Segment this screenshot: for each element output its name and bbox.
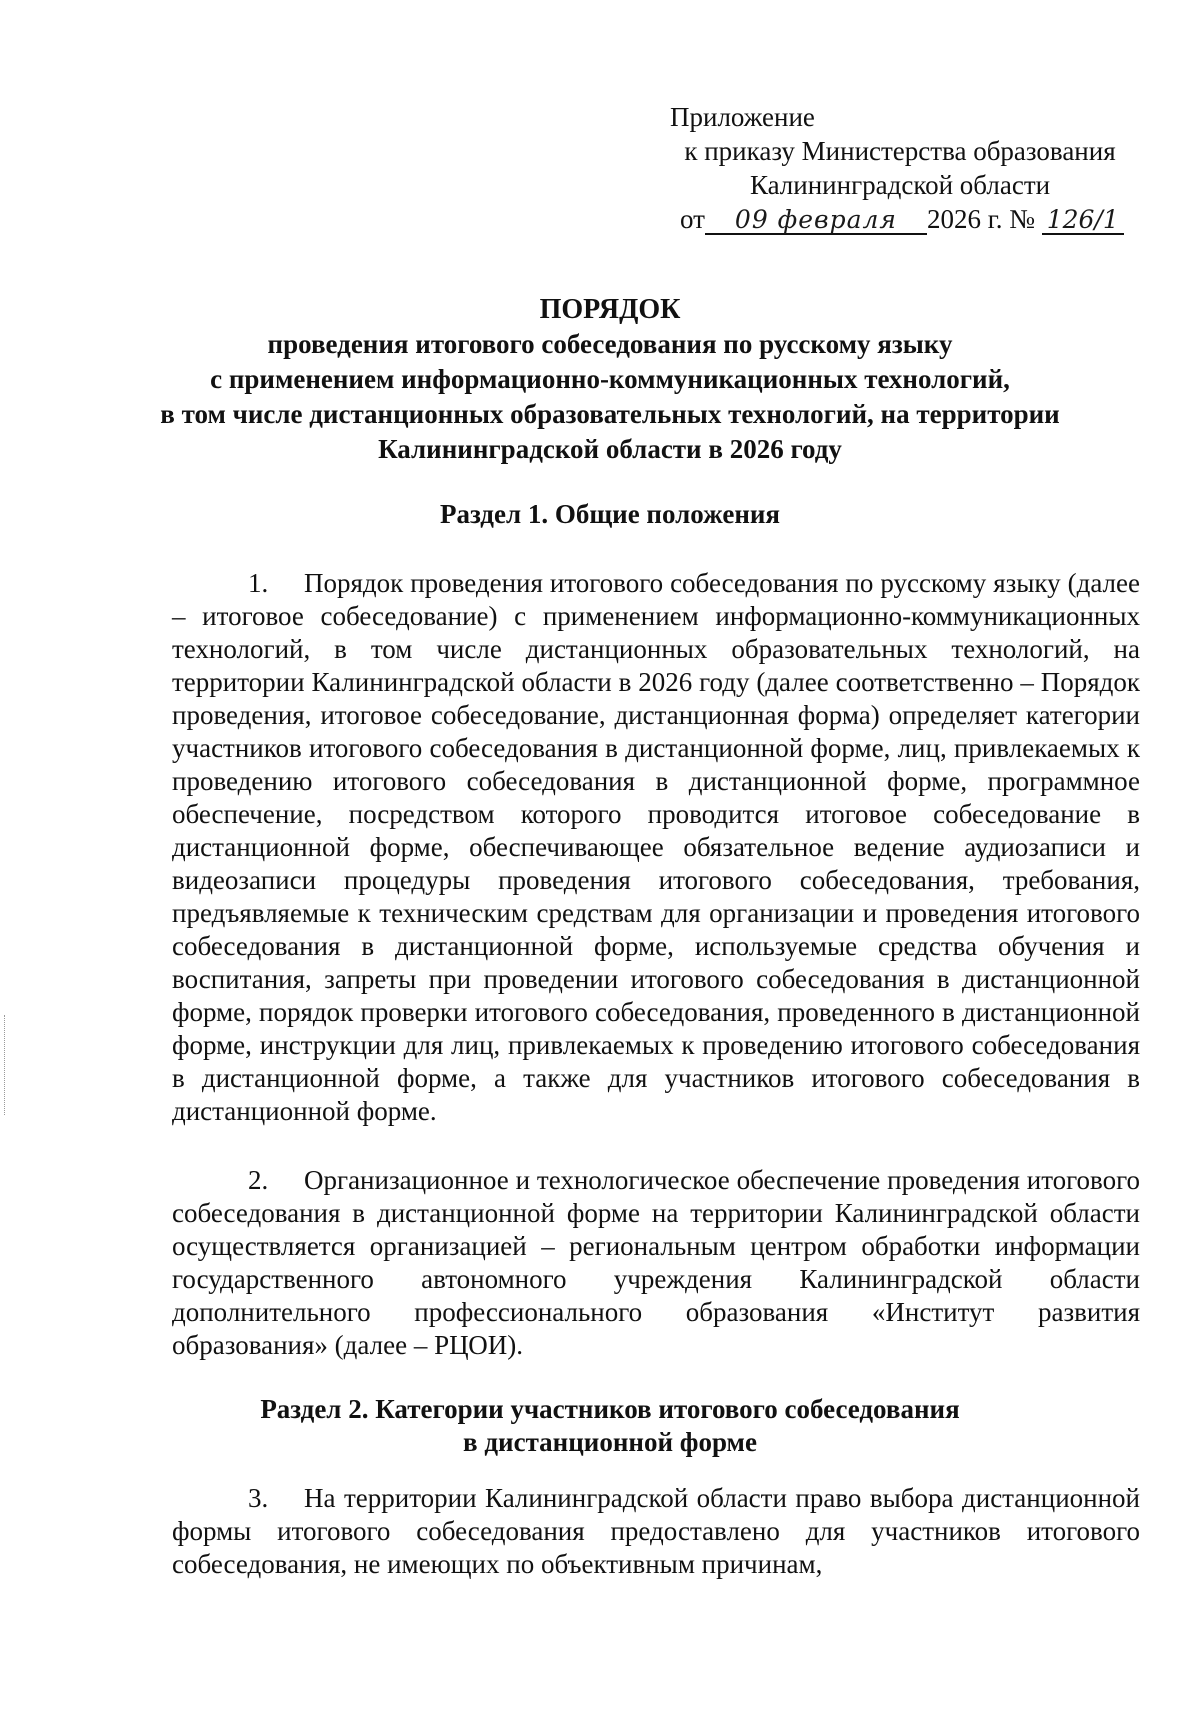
title-main: ПОРЯДОК (539, 294, 681, 325)
paragraph-text: На территории Калининградской области право выбора дистанционной формы итогового собеседования предоставлено для участников итогового собеседования, не имеющих по объективным причинам, (172, 1483, 1140, 1579)
appendix-date-line (640, 202, 1160, 236)
appendix-label: Приложение (670, 102, 815, 132)
handwritten-number: 126/1 (1042, 207, 1124, 235)
date-prefix: от (680, 204, 705, 234)
paragraph-3 (172, 1482, 1140, 1581)
paragraph-1 (172, 567, 1140, 1128)
date-year: 2026 г. № (926, 204, 1035, 234)
paragraph-number: 3. (248, 1483, 269, 1513)
appendix-header (640, 100, 1160, 236)
title-line: в том числе дистанционных образовательных технологий, на территории (160, 399, 1060, 429)
paragraph-text: Организационное и технологическое обеспечение проведения итогового собеседования в дистанционной форме на территории Калининградской области осуществляется организацией – региональным центром обработки информации государственного автономного учреждения Калининградской области дополнительного профессионального образования «Институт развития образования» (далее – РЦОИ). (172, 1165, 1140, 1360)
section-1-heading: Раздел 1. Общие положения (439, 499, 781, 529)
handwritten-date: 09 февраля (705, 207, 927, 235)
title-line: Калининградской области в 2026 году (378, 434, 842, 464)
appendix-region: Калининградской области (749, 170, 1051, 200)
appendix-order-ref: к приказу Министерства образования (684, 136, 1116, 166)
section-2-heading-line: в дистанционной форме (463, 1427, 757, 1457)
title-line: проведения итогового собеседования по русскому языку (267, 329, 953, 359)
paragraph-number: 1. (248, 568, 269, 598)
section-2-heading-line: Раздел 2. Категории участников итогового собеседования (260, 1394, 960, 1424)
section-2-heading (150, 1393, 1070, 1459)
title-line: с применением информационно-коммуникационных технологий, (210, 364, 1010, 394)
paragraph-number: 2. (248, 1165, 269, 1195)
document-title (150, 292, 1070, 467)
paragraph-text: Порядок проведения итогового собеседования по русскому языку (далее – итоговое собеседование) с применением информационно-коммуникационных технологий, в том числе дистанционных образовательных технологий, на территории Калининградской области в 2026 году (далее соответственно – Порядок проведения, итоговое собеседование, дистанционная форма) определяет категории участников итогового собеседования в дистанционной форме, лиц, привлекаемых к проведению итогового собеседования в дистанционной форме, программное обеспечение, посредством которого проводится итоговое собеседование в дистанционной форме, обеспечивающее обязательное ведение аудиозаписи и видеозаписи процедуры проведения итогового собеседования, требования, предъявляемые к техническим средствам для организации и проведения итогового собеседования в дистанционной форме, используемые средства обучения и воспитания, запреты при проведении итогового собеседования в дистанционной форме, порядок проверки итогового собеседования, проведенного в дистанционной форме, инструкции для лиц, привлекаемых к проведению итогового собеседования в дистанционной форме, а также для участников итогового собеседования в дистанционной форме. (172, 568, 1140, 1126)
paragraph-2 (172, 1164, 1140, 1362)
scan-margin-artifact (4, 1015, 7, 1115)
